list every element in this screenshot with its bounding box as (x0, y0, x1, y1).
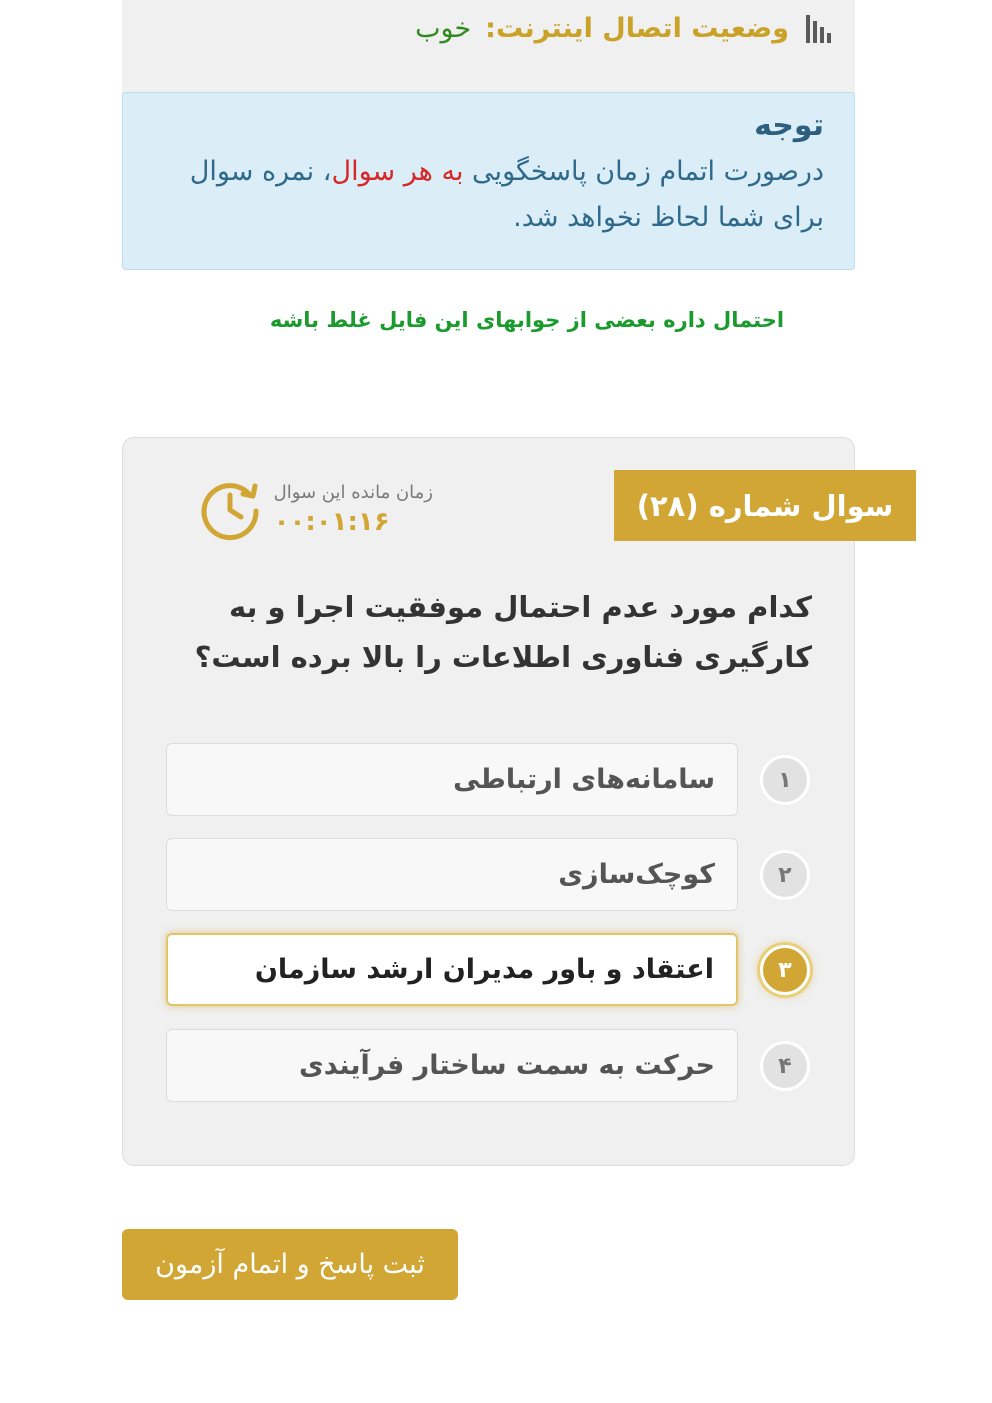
answer-number-1[interactable]: ۱ (760, 755, 810, 805)
question-number-banner: سوال شماره (۲۸) (614, 470, 916, 541)
answers-warning: احتمال داره بعضی از جوابهای این فایل غلط باشه (269, 308, 785, 332)
question-text: کدام مورد عدم احتمال موفقیت اجرا و به کارگیری فناوری اطلاعات را بالا برده است؟ (194, 590, 812, 674)
answer-option-3[interactable] (166, 933, 738, 1006)
timer-label: زمان مانده این سوال (273, 482, 433, 503)
signal-bars-icon (799, 13, 831, 43)
notice-text-end: ، نمره سوال برای شما لحاظ نخواهد شد. (189, 156, 824, 233)
notice-text-highlight: به هر سوال (331, 156, 464, 187)
submit-and-finish-button[interactable]: ثبت پاسخ و اتمام آزمون (122, 1229, 458, 1300)
answer-number-3[interactable]: ۳ (760, 945, 810, 995)
connection-status-panel (122, 0, 855, 95)
notice-title: توجه (754, 108, 824, 143)
answer-option-label: سامانه‌های ارتباطی (453, 764, 715, 795)
question-timer (173, 474, 433, 544)
connection-status-value: خوب (415, 12, 472, 44)
timer-text (274, 480, 433, 538)
timer-value: ۰۰:۰۱:۱۶ (273, 507, 390, 537)
clock-history-icon (198, 477, 262, 541)
answer-option-label: حرکت به سمت ساختار فرآیندی (299, 1050, 715, 1081)
answer-option-1[interactable] (166, 743, 738, 816)
notice-text-start: درصورت اتمام زمان پاسخگویی (463, 156, 824, 187)
connection-status-label: وضعیت اتصال اینترنت: (485, 12, 789, 44)
answer-number-4[interactable]: ۴ (760, 1041, 810, 1091)
answer-option-4[interactable] (166, 1029, 738, 1102)
answer-number-2[interactable]: ۲ (760, 850, 810, 900)
attention-notice (122, 92, 855, 270)
answer-option-label: کوچک‌سازی (558, 859, 715, 890)
connection-status (415, 10, 831, 46)
answer-option-2[interactable] (166, 838, 738, 911)
notice-text (153, 149, 824, 241)
answer-option-label: اعتقاد و باور مدیران ارشد سازمان (254, 954, 714, 985)
